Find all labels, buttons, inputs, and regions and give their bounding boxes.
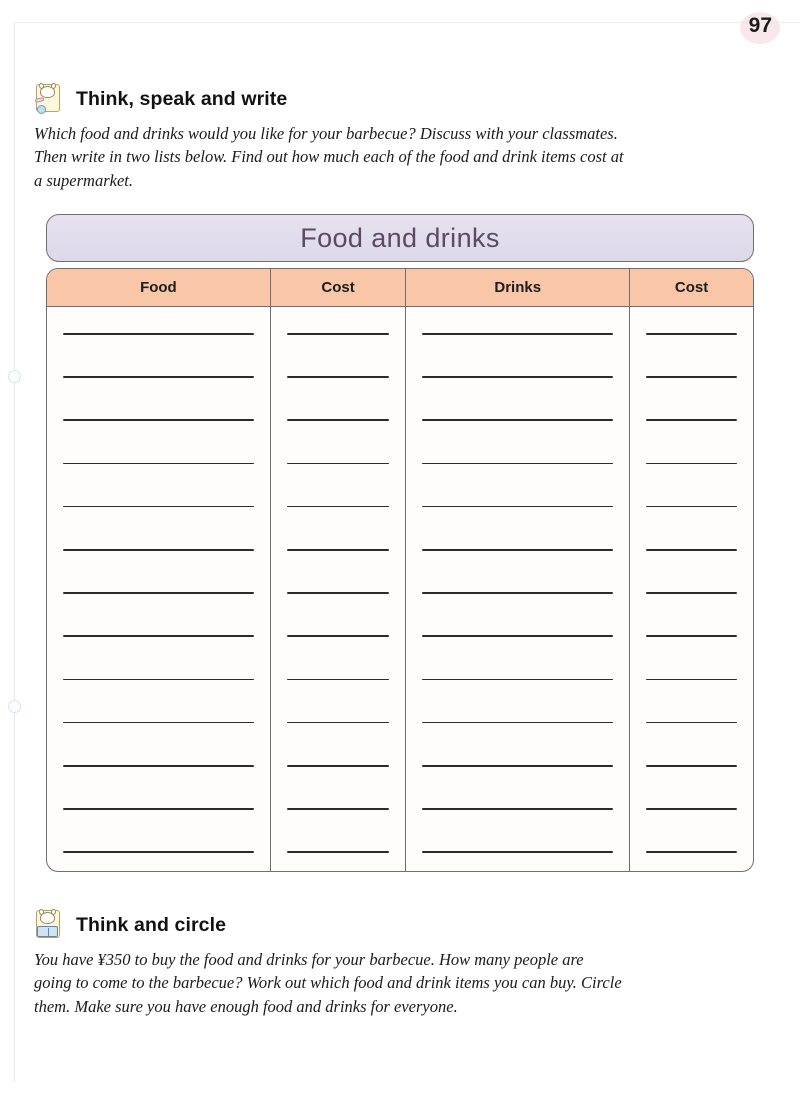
write-line[interactable] bbox=[422, 851, 613, 853]
section-instructions: Which food and drinks would you like for your barbecue? Discuss with your classmates. Then write in two lists below. Find out how much each of the food and drink items cost at a supermarket. bbox=[34, 124, 624, 190]
write-line[interactable] bbox=[422, 808, 613, 810]
rabbit-with-book-icon bbox=[34, 909, 62, 941]
worksheet-title-bar bbox=[46, 214, 754, 262]
section-instructions: You have ¥350 to buy the food and drinks for your barbecue. How many people are going to come to the barbecue? Work out which food and drink items you can buy. Circle them. Make sure you have enough food and drinks for everyone. bbox=[34, 950, 622, 1016]
write-line[interactable] bbox=[287, 592, 390, 594]
write-line[interactable] bbox=[287, 463, 390, 465]
write-line[interactable] bbox=[422, 722, 613, 724]
write-line[interactable] bbox=[422, 549, 613, 551]
write-line[interactable] bbox=[646, 635, 737, 637]
column-header-drinks: Drinks bbox=[406, 269, 630, 306]
write-line[interactable] bbox=[287, 765, 390, 767]
write-line[interactable] bbox=[287, 722, 390, 724]
binder-hole-icon bbox=[8, 700, 21, 713]
section-heading bbox=[34, 908, 654, 942]
write-line[interactable] bbox=[287, 635, 390, 637]
write-line[interactable] bbox=[646, 592, 737, 594]
write-line[interactable] bbox=[646, 463, 737, 465]
write-line[interactable] bbox=[63, 376, 254, 378]
write-line[interactable] bbox=[422, 463, 613, 465]
rabbit-with-ball-icon bbox=[34, 83, 62, 115]
write-line[interactable] bbox=[287, 376, 390, 378]
worksheet-header-row bbox=[47, 269, 753, 307]
section-heading bbox=[34, 82, 654, 116]
write-column-drinks[interactable] bbox=[406, 307, 630, 871]
write-line[interactable] bbox=[646, 419, 737, 421]
write-line[interactable] bbox=[422, 635, 613, 637]
write-line[interactable] bbox=[287, 419, 390, 421]
write-line[interactable] bbox=[422, 419, 613, 421]
write-line[interactable] bbox=[63, 765, 254, 767]
write-line[interactable] bbox=[63, 419, 254, 421]
write-line[interactable] bbox=[287, 549, 390, 551]
write-line[interactable] bbox=[63, 592, 254, 594]
write-line[interactable] bbox=[63, 851, 254, 853]
write-line[interactable] bbox=[646, 765, 737, 767]
column-header-cost-food: Cost bbox=[271, 269, 407, 306]
worksheet-food-and-drinks bbox=[46, 214, 754, 872]
worksheet-body bbox=[47, 307, 753, 871]
write-line[interactable] bbox=[646, 333, 737, 335]
write-line[interactable] bbox=[287, 333, 390, 335]
section-think-speak-and-write bbox=[34, 82, 654, 192]
write-line[interactable] bbox=[287, 851, 390, 853]
write-line[interactable] bbox=[422, 333, 613, 335]
write-line[interactable] bbox=[422, 506, 613, 508]
write-line[interactable] bbox=[646, 679, 737, 681]
write-line[interactable] bbox=[422, 679, 613, 681]
write-line[interactable] bbox=[63, 635, 254, 637]
write-line[interactable] bbox=[63, 333, 254, 335]
write-line[interactable] bbox=[422, 376, 613, 378]
write-line[interactable] bbox=[63, 463, 254, 465]
write-line[interactable] bbox=[646, 851, 737, 853]
write-line[interactable] bbox=[646, 808, 737, 810]
worksheet-title: Food and drinks bbox=[300, 222, 500, 253]
column-header-food: Food bbox=[47, 269, 271, 306]
write-line[interactable] bbox=[63, 808, 254, 810]
write-line[interactable] bbox=[63, 506, 254, 508]
write-column-food[interactable] bbox=[47, 307, 271, 871]
column-header-cost-drinks: Cost bbox=[674, 279, 709, 296]
write-column-cost-food[interactable] bbox=[271, 307, 407, 871]
binder-hole-icon bbox=[8, 370, 21, 383]
write-column-cost-drinks[interactable] bbox=[630, 307, 753, 871]
write-line[interactable] bbox=[287, 808, 390, 810]
section-title: Think and circle bbox=[76, 913, 227, 936]
section-title: Think, speak and write bbox=[76, 87, 288, 110]
write-line[interactable] bbox=[422, 765, 613, 767]
write-line[interactable] bbox=[63, 549, 254, 551]
write-line[interactable] bbox=[287, 506, 390, 508]
write-line[interactable] bbox=[422, 592, 613, 594]
write-line[interactable] bbox=[63, 722, 254, 724]
write-line[interactable] bbox=[287, 679, 390, 681]
write-line[interactable] bbox=[646, 506, 737, 508]
write-line[interactable] bbox=[646, 376, 737, 378]
section-think-and-circle bbox=[34, 908, 654, 1018]
worksheet-table bbox=[46, 268, 754, 872]
write-line[interactable] bbox=[63, 679, 254, 681]
write-line[interactable] bbox=[646, 722, 737, 724]
page-number: 97 bbox=[748, 14, 772, 37]
write-line[interactable] bbox=[646, 549, 737, 551]
